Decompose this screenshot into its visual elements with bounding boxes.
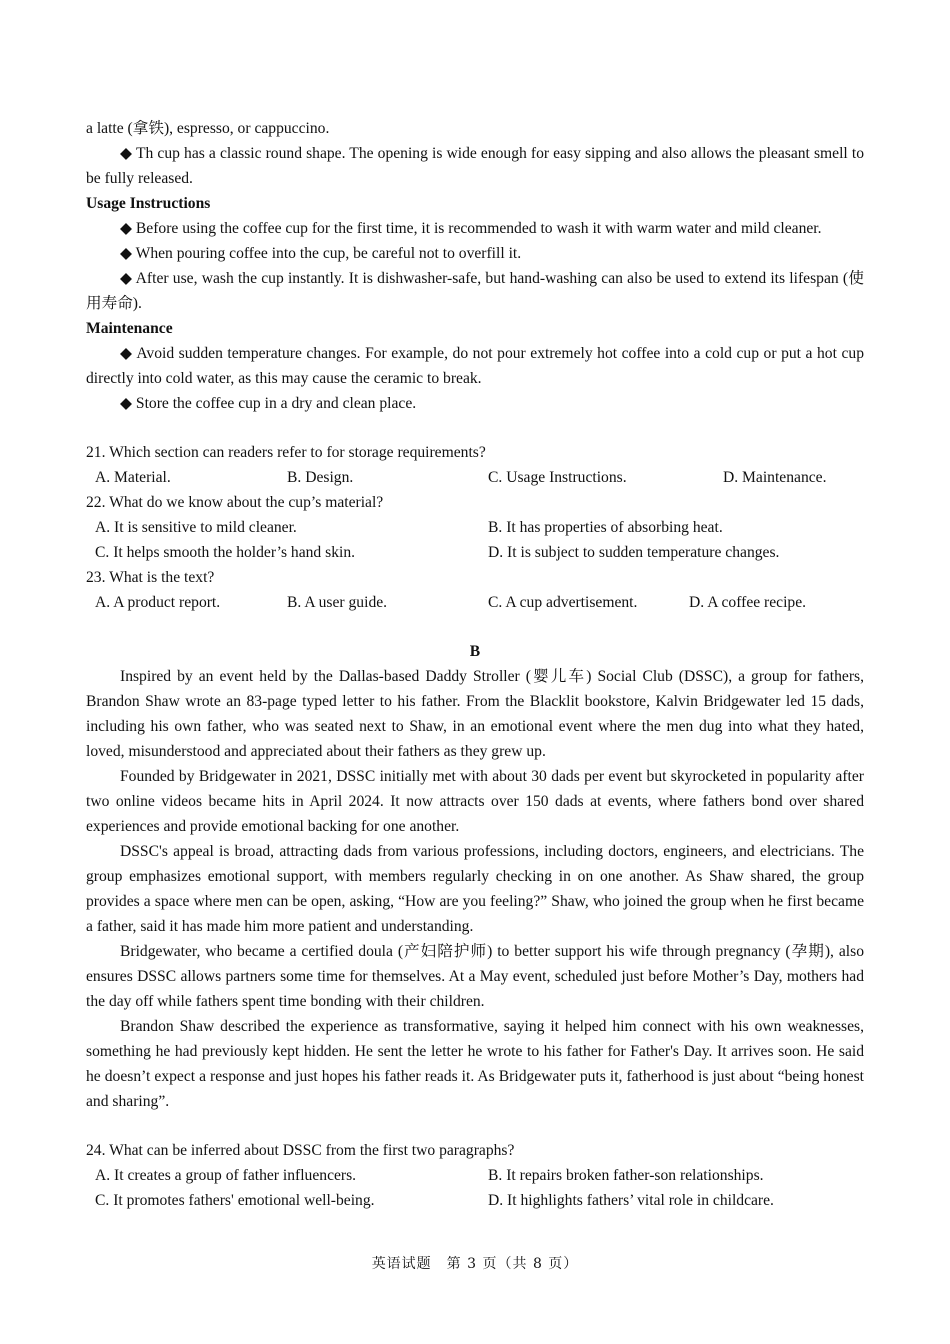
question-21-stem: 21. Which section can readers refer to for storage requirements? [86, 444, 486, 461]
option-b[interactable]: B. It repairs broken father-son relationships. [488, 1167, 764, 1184]
question-24-options-row-2 [86, 1188, 864, 1213]
design-bullet: ◆ Th cup has a classic round shape. The opening is wide enough for easy sipping and also allows the pleasant smell to be fully released. [86, 145, 864, 187]
option-b[interactable]: B. It has properties of absorbing heat. [488, 519, 723, 536]
maintenance-bullet-1: ◆ Avoid sudden temperature changes. For example, do not pour extremely hot coffee into a cold cup or put a hot cup directly into cold water, as this may cause the ceramic to break. [86, 345, 864, 387]
maintenance-bullet-2: ◆ Store the coffee cup in a dry and clean place. [120, 395, 417, 412]
usage-heading: Usage Instructions [86, 195, 211, 212]
question-22-options-row-2 [86, 540, 864, 565]
option-d[interactable]: D. A coffee recipe. [689, 594, 807, 611]
passage-b-paragraph-4: Bridgewater, who became a certified doula (产妇陪护师) to better support his wife through pregnancy (孕期), also ensures DSSC allows partners some time for themselves. At a May event, scheduled just before Mother’s Day, mothers had the day off while fathers spent time bonding with their children. [86, 943, 864, 1010]
question-23-stem: 23. What is the text? [86, 569, 215, 586]
page-footer: 英语试题 第 3 页（共 8 页） [371, 1256, 579, 1272]
exam-page [86, 116, 864, 1213]
usage-bullet-2: ◆ When pouring coffee into the cup, be careful not to overfill it. [120, 245, 522, 262]
option-b[interactable]: B. Design. [287, 469, 354, 486]
question-21-options [86, 465, 864, 490]
option-d[interactable]: D. It is subject to sudden temperature changes. [488, 544, 780, 561]
maintenance-heading: Maintenance [86, 320, 173, 337]
passage-b-paragraph-2: Founded by Bridgewater in 2021, DSSC initially met with about 30 dads per event but skyrocketed in popularity after two online videos became hits in April 2024. It now attracts over 150 dads at events, where fathers bond over shared experiences and provide emotional backing for one another. [86, 768, 864, 835]
passage-b-paragraph-5: Brandon Shaw described the experience as transformative, saying it helped him connect with his own weaknesses, something he had previously kept hidden. He sent the letter he wrote to his father for Father's Day. It arrives soon. He said he doesn’t expect a response and just hopes his father reads it. As Bridgewater puts it, fatherhood is just about “being honest and sharing”. [86, 1018, 864, 1110]
passage-a-intro-tail: a latte (拿铁), espresso, or cappuccino. [86, 120, 330, 137]
question-22-stem: 22. What do we know about the cup’s material? [86, 494, 384, 511]
usage-bullet-1: ◆ Before using the coffee cup for the first time, it is recommended to wash it with warm water and mild cleaner. [120, 220, 822, 237]
option-c[interactable]: C. It promotes fathers' emotional well-being. [95, 1192, 375, 1209]
usage-bullet-3: ◆ After use, wash the cup instantly. It is dishwasher-safe, but hand-washing can also be used to extend its lifespan (使用寿命). [86, 270, 864, 312]
option-b[interactable]: B. A user guide. [287, 594, 388, 611]
section-b-title: B [469, 643, 481, 660]
option-a[interactable]: A. It is sensitive to mild cleaner. [95, 519, 297, 536]
question-23-options [86, 590, 864, 615]
option-c[interactable]: C. Usage Instructions. [488, 469, 627, 486]
option-d[interactable]: D. It highlights fathers’ vital role in childcare. [488, 1192, 774, 1209]
option-c[interactable]: C. It helps smooth the holder’s hand skin. [95, 544, 356, 561]
question-24-stem: 24. What can be inferred about DSSC from the first two paragraphs? [86, 1142, 515, 1159]
option-d[interactable]: D. Maintenance. [723, 469, 827, 486]
passage-b-paragraph-1: Inspired by an event held by the Dallas-based Daddy Stroller (婴儿车) Social Club (DSSC), a group for fathers, Brandon Shaw wrote an 83-page typed letter to his father. From the Blacklit bookstore, Kalvin Bridgewater led 15 dads, including his own father, who was seated next to Shaw, in an emotional event where the men dug into what they hated, loved, misunderstood and appreciated about their fathers as they grew up. [86, 668, 864, 760]
option-c[interactable]: C. A cup advertisement. [488, 594, 638, 611]
question-22-options-row-1 [86, 515, 864, 540]
option-a[interactable]: A. Material. [95, 469, 171, 486]
passage-b-paragraph-3: DSSC's appeal is broad, attracting dads from various professions, including doctors, engineers, and electricians. The group emphasizes emotional support, with members regularly checking in on one another. As Shaw shared, the group provides a space where men can be open, asking, “How are you feeling?” Shaw, who joined the group when he first became a father, said it has made him more patient and understanding. [86, 843, 864, 935]
option-a[interactable]: A. It creates a group of father influencers. [95, 1167, 357, 1184]
question-24-options-row-1 [86, 1163, 864, 1188]
option-a[interactable]: A. A product report. [95, 594, 221, 611]
